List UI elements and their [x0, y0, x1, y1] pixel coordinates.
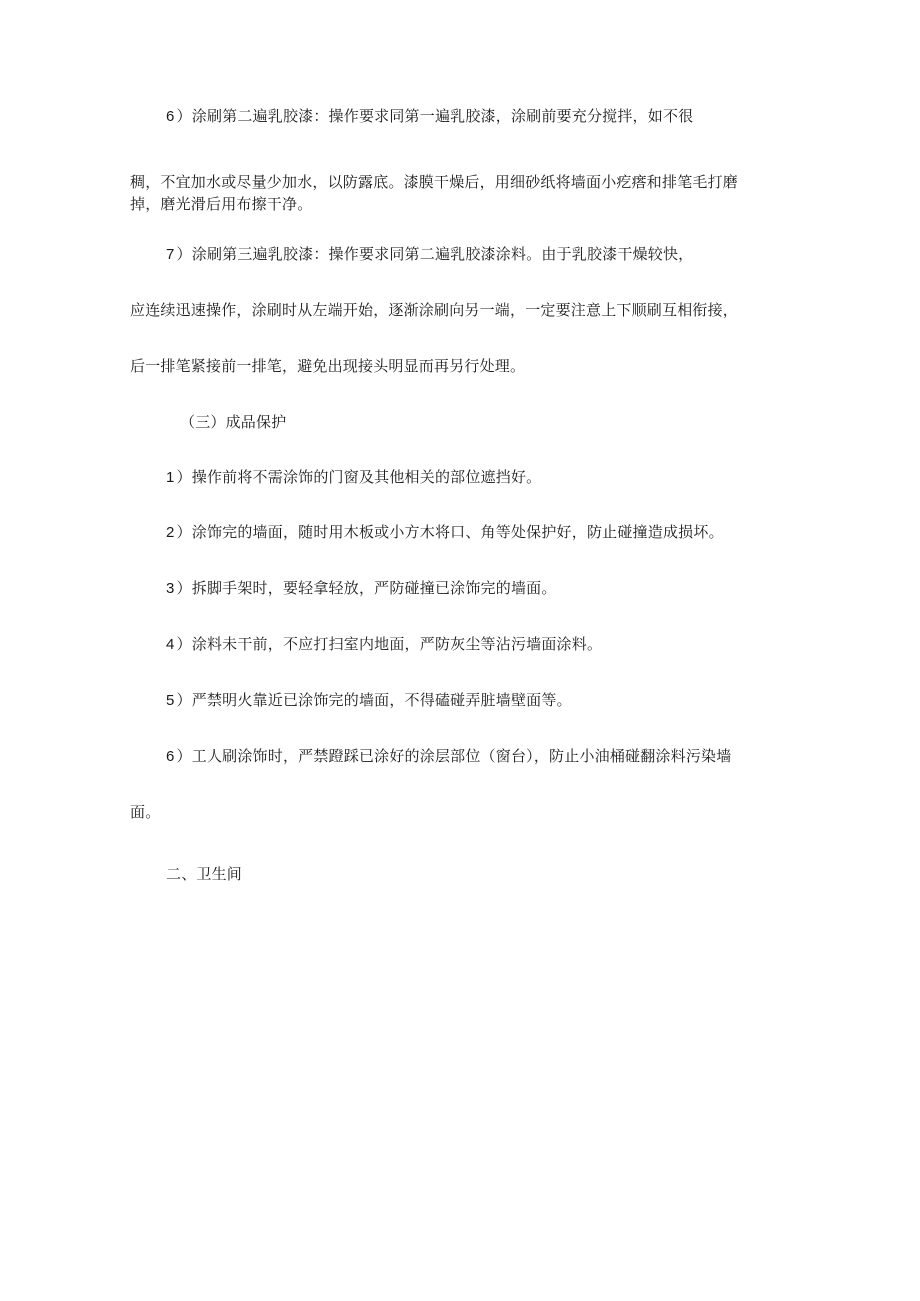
line-text: ）严禁明火靠近已涂饰完的墙面，不得磕碰弄脏墙壁面等。	[176, 691, 572, 709]
paragraph-7-line-1	[166, 244, 693, 265]
protection-item-5	[166, 690, 572, 711]
line-text: 掉，磨光滑后用布擦干净。	[130, 195, 313, 213]
protection-item-6	[166, 746, 731, 767]
protection-item-3	[166, 578, 557, 599]
item-number: 6	[166, 748, 175, 765]
line-text: ）涂刷第三遍乳胶漆：操作要求同第二遍乳胶漆涂料。由于乳胶漆干燥较快，	[176, 245, 694, 263]
section-heading: （三）成品保护	[180, 413, 287, 431]
paragraph-6-line-3	[130, 194, 312, 214]
item-number: 4	[166, 636, 175, 653]
line-text: 应连续迅速操作，涂刷时从左端开始，逐渐涂刷向另一端，一定要注意上下顺刷互相衔接，	[130, 301, 739, 319]
chapter-heading: 二、卫生间	[166, 865, 243, 883]
line-text: ）涂饰完的墙面，随时用木板或小方木将口、角等处保护好，防止碰撞造成损坏。	[176, 523, 724, 541]
item-number: 2	[166, 524, 175, 541]
item-number: 6	[166, 108, 175, 125]
line-text: 后一排笔紧接前一排笔，避免出现接头明显而再另行处理。	[130, 357, 526, 375]
protection-item-4	[166, 634, 602, 655]
paragraph-6-line-2	[130, 172, 738, 192]
paragraph-7-line-3	[130, 356, 525, 376]
line-text: ）拆脚手架时，要轻拿轻放，严防碰撞已涂饰完的墙面。	[176, 579, 557, 597]
item-number: 7	[166, 246, 175, 263]
line-text: ）操作前将不需涂饰的门窗及其他相关的部位遮挡好。	[176, 468, 542, 486]
item-number: 5	[166, 692, 175, 709]
protection-item-2	[166, 522, 724, 543]
line-text: ）工人刷涂饰时，严禁蹬踩已涂好的涂层部位（窗台），防止小油桶碰翻涂料污染墙	[176, 747, 732, 765]
paragraph-7-line-2	[130, 300, 738, 320]
item-number: 3	[166, 580, 175, 597]
item-number: 1	[166, 469, 175, 486]
protection-item-6-continuation	[130, 802, 160, 822]
line-text: ）涂料未干前，不应打扫室内地面，严防灰尘等沾污墙面涂料。	[176, 635, 603, 653]
line-text: ）涂刷第二遍乳胶漆：操作要求同第一遍乳胶漆，涂刷前要充分搅拌，如不很	[176, 107, 694, 125]
protection-item-1	[166, 467, 541, 488]
line-text: 面。	[130, 803, 161, 821]
paragraph-6-line-1	[166, 106, 693, 127]
line-text: 稠，不宜加水或尽量少加水，以防露底。漆膜干燥后，用细砂纸将墙面小疙瘩和排笔毛打磨	[130, 173, 739, 191]
